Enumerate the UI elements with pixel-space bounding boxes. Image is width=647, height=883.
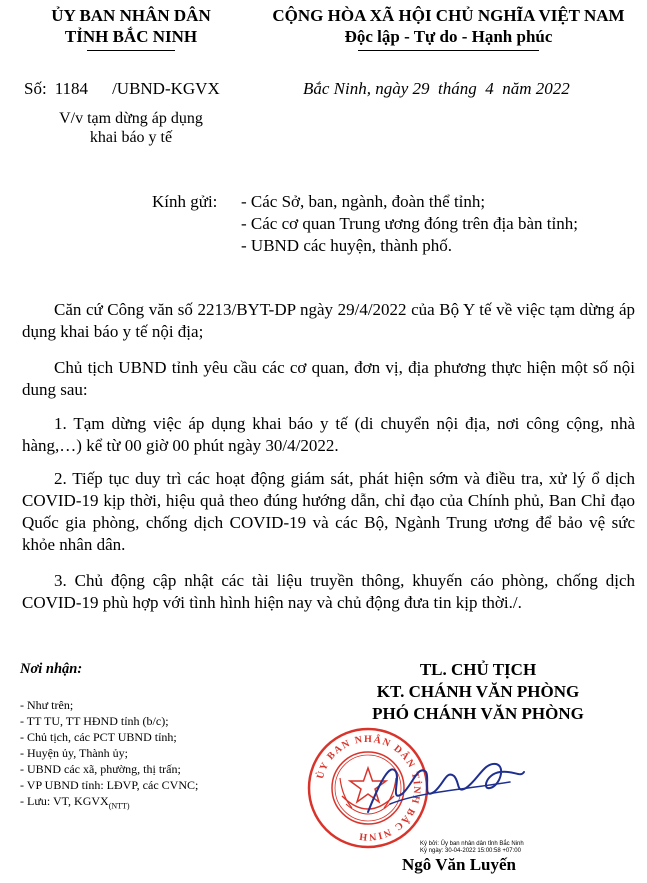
recipients-label: Kính gửi: (152, 192, 218, 211)
receiver-item: - TT TU, TT HĐND tỉnh (b/c); (20, 714, 169, 728)
recipient-item: - Các cơ quan Trung ương đóng trên địa bàn tỉnh; (241, 214, 578, 233)
document-number (24, 79, 220, 99)
issuing-agency: ỦY BAN NHÂN DÂN (51, 6, 211, 25)
document-number-label: Số: (24, 79, 47, 98)
document-number-value: 1184 (54, 79, 89, 98)
motto-underline (358, 50, 539, 51)
receiver-item: - Như trên; (20, 698, 74, 712)
receiver-item-text: - Lưu: VT, KGVX (20, 794, 109, 808)
body-paragraph: Chủ tịch UBND tỉnh yêu cầu các cơ quan, đơn vị, địa phương thực hiện một số nội dung sau: (22, 358, 635, 399)
handwritten-signature-icon (360, 742, 530, 822)
receiver-item (20, 794, 130, 810)
signature-title-1: TL. CHỦ TỊCH (419, 660, 537, 679)
subject-line-1: V/v tạm dừng áp dụng (59, 110, 203, 127)
receiver-item-sub: (NTT) (108, 801, 130, 811)
subject-line-2: khai báo y tế (89, 129, 173, 146)
receiver-item: - Huyện ủy, Thành ủy; (20, 746, 128, 760)
body-paragraph: Căn cứ Công văn số 2213/BYT-DP ngày 29/4/2022 của Bộ Y tế về việc tạm dừng áp dụng khai báo y tế nội địa; (22, 300, 635, 341)
signer-name: Ngô Văn Luyến (402, 855, 516, 874)
signature-title-3: PHÓ CHÁNH VĂN PHÒNG (372, 704, 584, 723)
place-and-date: Bắc Ninh, ngày 29 tháng 4 năm 2022 (303, 79, 570, 98)
receiver-item: - VP UBND tỉnh: LĐVP, các CVNC; (20, 778, 199, 792)
receiver-item: - Chủ tịch, các PCT UBND tỉnh; (20, 730, 177, 744)
signature-title-2: KT. CHÁNH VĂN PHÒNG (376, 682, 580, 701)
recipient-item: - Các Sở, ban, ngành, đoàn thể tỉnh; (241, 192, 486, 211)
document-number-suffix: /UBND-KGVX (112, 79, 220, 98)
receiver-item: - UBND các xã, phường, thị trấn; (20, 762, 181, 776)
digital-signature-by: Ký bởi: Ủy ban nhân dân tỉnh Bắc Ninh (420, 841, 524, 847)
receivers-title: Nơi nhận: (20, 661, 83, 677)
recipient-item: - UBND các huyện, thành phố. (241, 236, 453, 255)
issuing-province: TỈNH BẮC NINH (64, 27, 198, 46)
national-title: CỘNG HÒA XÃ HỘI CHỦ NGHĨA VIỆT NAM (272, 6, 625, 25)
body-paragraph: 1. Tạm dừng việc áp dụng khai báo y tế (di chuyển nội địa, nơi công cộng, nhà hàng,…) kể từ 00 giờ 00 phút ngày 30/4/2022. (22, 414, 635, 455)
body-paragraph: 2. Tiếp tục duy trì các hoạt động giám sát, phát hiện sớm và điều tra, xử lý ổ dịch COVID-19 kịp thời, hiệu quả theo đúng hướng dẫn, chỉ đạo của Chính phủ, Ban Chỉ đạo Quốc gia phòng, chống dịch COVID-19 và các Bộ, Ngành Trung ương để bảo vệ sức khỏe nhân dân. (22, 469, 635, 554)
national-motto: Độc lập - Tự do - Hạnh phúc (344, 27, 553, 46)
body-paragraph: 3. Chủ động cập nhật các tài liệu truyền thông, khuyến cáo phòng, chống dịch COVID-19 phù hợp với tình hình hiện nay và chủ động đưa tin kịp thời./. (22, 571, 635, 612)
agency-underline (87, 50, 175, 51)
svg-text:ỦY BAN NHÂN DÂN TỈNH BẮC NINH: ỦY BAN NHÂN DÂN TỈNH BẮC NINH (314, 733, 423, 843)
digital-signature-date: Ký ngày: 30-04-2022 15:00:58 +07:00 (420, 848, 521, 854)
